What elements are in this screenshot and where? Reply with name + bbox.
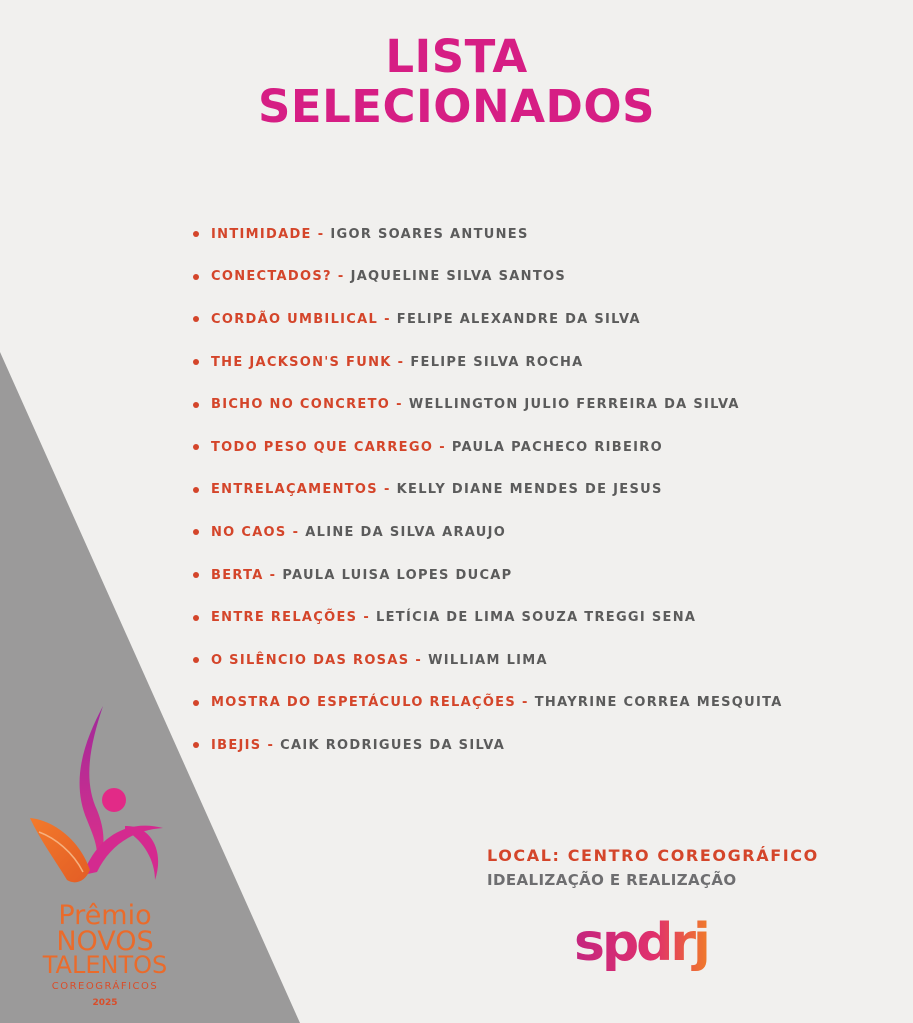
premio-novos-talentos-logo	[25, 700, 185, 1018]
work-title: NO CAOS	[211, 524, 287, 540]
svg-text:NOVOS: NOVOS	[56, 926, 154, 957]
separator: -	[292, 524, 300, 540]
work-title: TODO PESO QUE CARREGO	[211, 439, 434, 455]
work-title: MOSTRA DO ESPETÁCULO RELAÇÕES	[211, 695, 517, 711]
list-item	[193, 511, 783, 554]
artist-name: IGOR SOARES ANTUNES	[330, 226, 529, 242]
work-title: CORDÃO UMBILICAL	[211, 311, 379, 327]
list-item	[193, 469, 783, 512]
bullet-icon	[193, 529, 199, 535]
separator: -	[522, 695, 529, 711]
separator: -	[317, 226, 325, 242]
separator: -	[363, 610, 371, 626]
list-item	[193, 426, 783, 469]
list-item	[193, 639, 783, 682]
artist-name: PAULA LUISA LOPES DUCAP	[282, 567, 513, 583]
artist-name: LETÍCIA DE LIMA SOUZA TREGGI SENA	[376, 610, 697, 626]
artist-name: WILLIAM LIMA	[428, 652, 548, 668]
bullet-icon	[193, 615, 199, 621]
bullet-icon	[193, 657, 199, 663]
work-title: ENTRELAÇAMENTOS	[211, 482, 378, 498]
separator: -	[337, 269, 345, 285]
artist-name: PAULA PACHECO RIBEIRO	[451, 439, 663, 455]
bullet-icon	[193, 572, 199, 578]
dancer-icon	[30, 706, 163, 882]
artist-name: CAIK RODRIGUES DA SILVA	[280, 737, 506, 753]
artist-name: KELLY DIANE MENDES DE JESUS	[396, 482, 663, 498]
spdrj-logo	[572, 905, 708, 975]
organizer-label: IDEALIZAÇÃO E REALIZAÇÃO	[487, 871, 737, 889]
bullet-icon	[193, 316, 199, 322]
separator: -	[396, 397, 403, 413]
selection-list	[193, 213, 783, 767]
artist-name: FELIPE ALEXANDRE DA SILVA	[396, 311, 641, 327]
list-item	[193, 256, 783, 299]
svg-text:spdrj: spdrj	[574, 913, 708, 973]
page-title: LISTA SELECIONADOS	[257, 30, 656, 133]
svg-text:TALENTOS: TALENTOS	[42, 951, 168, 979]
artist-name: THAYRINE CORREA MESQUITA	[534, 695, 783, 711]
svg-text:Prêmio: Prêmio	[58, 900, 152, 931]
venue-label: LOCAL: CENTRO COREOGRÁFICO	[487, 846, 819, 865]
list-item	[193, 554, 783, 597]
separator: -	[384, 311, 391, 327]
list-item	[193, 724, 783, 767]
bullet-icon	[193, 274, 199, 280]
svg-text:COREOGRÁFICOS: COREOGRÁFICOS	[51, 981, 159, 992]
work-title: CONECTADOS?	[211, 269, 332, 285]
work-title: IBEJIS	[211, 737, 262, 753]
artist-name: ALINE DA SILVA ARAUJO	[305, 524, 507, 540]
bullet-icon	[193, 402, 199, 408]
svg-text:2025: 2025	[92, 998, 118, 1008]
work-title: INTIMIDADE	[211, 226, 312, 242]
list-item	[193, 298, 783, 341]
bullet-icon	[193, 487, 199, 493]
artist-name: JAQUELINE SILVA SANTOS	[350, 269, 566, 285]
separator: -	[267, 737, 275, 753]
work-title: O SILÊNCIO DAS ROSAS	[211, 652, 410, 668]
bullet-icon	[193, 359, 199, 365]
artist-name: WELLINGTON JULIO FERREIRA DA SILVA	[408, 397, 740, 413]
work-title: ENTRE RELAÇÕES	[211, 610, 358, 626]
bullet-icon	[193, 444, 199, 450]
bullet-icon	[193, 700, 199, 706]
list-item	[193, 213, 783, 256]
separator: -	[383, 482, 391, 498]
list-item	[193, 383, 783, 426]
separator: -	[439, 439, 446, 455]
list-item	[193, 596, 783, 639]
work-title: THE JACKSON'S FUNK	[211, 354, 392, 370]
artist-name: FELIPE SILVA ROCHA	[410, 354, 584, 370]
list-item	[193, 341, 783, 384]
list-item	[193, 682, 783, 725]
separator: -	[415, 652, 423, 668]
separator: -	[269, 567, 277, 583]
separator: -	[397, 354, 405, 370]
work-title: BICHO NO CONCRETO	[211, 397, 391, 413]
bullet-icon	[193, 742, 199, 748]
bullet-icon	[193, 231, 199, 237]
work-title: BERTA	[211, 567, 264, 583]
